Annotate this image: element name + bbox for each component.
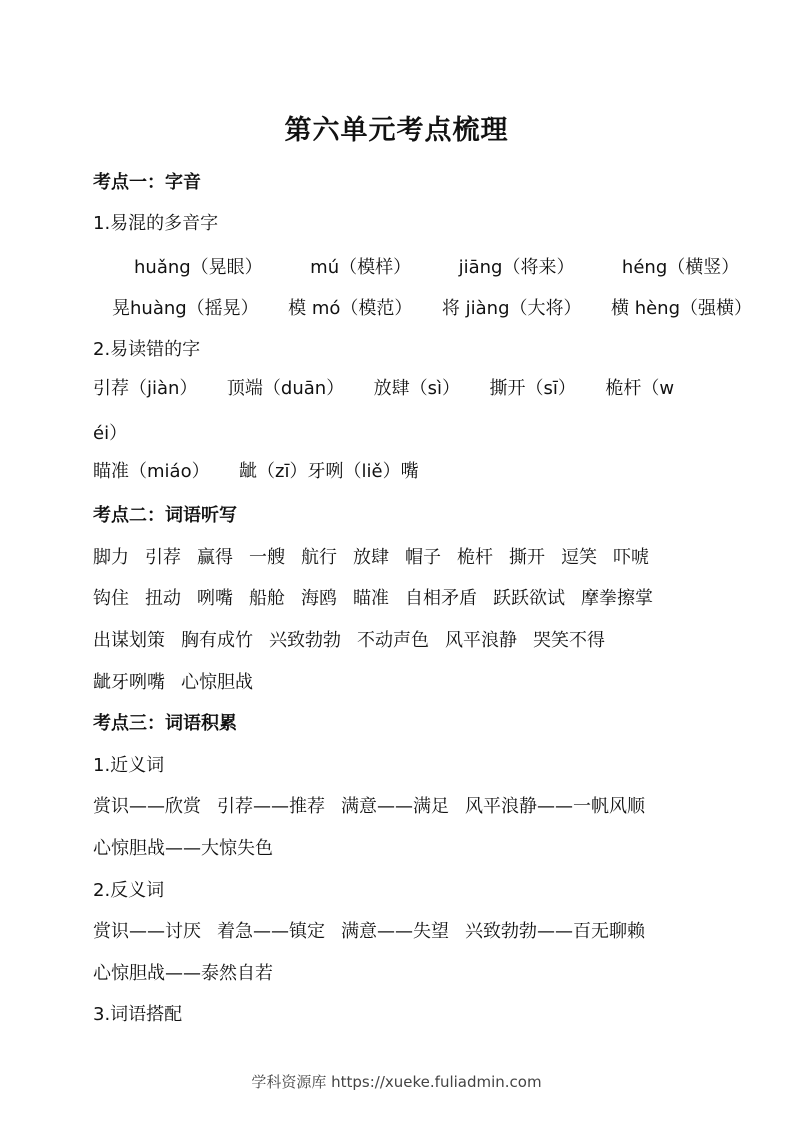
misread-item: 龇（zī）牙咧（liě）嘴 [239,461,419,482]
dictation-word: 哭笑不得 [533,630,605,651]
dictation-word: 脚力 [93,547,129,568]
synonym-pair: 引荐——推荐 [217,796,325,817]
dictation-word: 心惊胆战 [181,672,253,693]
polyphonic-item: huǎng（晃眼） [134,257,263,278]
dictation-word: 胸有成竹 [181,630,253,651]
polyphonic-item: héng（横竖） [621,257,740,278]
synonym-row-2: 心惊胆战——大惊失色 [93,838,273,859]
dictation-word: 吓唬 [613,547,649,568]
polyphonic-item: mú（模样） [310,257,412,278]
dictation-word: 出谋划策 [93,630,165,651]
subheading-collocation: 3.词语搭配 [93,1004,183,1025]
misread-item: 桅杆（w [605,378,675,399]
page-title: 第六单元考点梳理 [284,115,509,146]
dictation-row-1 [93,543,649,569]
polyphonic-row-2 [112,294,752,320]
dictation-word: 自相矛盾 [405,588,477,609]
dictation-row-3 [93,626,605,652]
section-heading-3: 考点三：词语积累 [93,713,237,734]
synonym-pair: 风平浪静——一帆风顺 [465,796,645,817]
misread-item: 顶端（duān） [226,378,345,399]
dictation-word: 引荐 [145,547,181,568]
dictation-row-2 [93,584,653,610]
footer-source: 学科资源库 https://xueke.fuliadmin.com [251,1073,542,1091]
dictation-word: 摩拳擦掌 [581,588,653,609]
polyphonic-item: 模 mó（模范） [288,298,413,319]
dictation-word: 咧嘴 [197,588,233,609]
subheading-antonyms: 2.反义词 [93,880,165,901]
dictation-word: 帽子 [405,547,441,568]
misread-row-2: éi） [93,423,128,444]
misread-row-3 [93,457,419,483]
dictation-word: 瞄准 [353,588,389,609]
misread-item: 瞄准（miáo） [93,461,210,482]
dictation-word: 一艘 [249,547,285,568]
misread-item: 放肆（sì） [373,378,461,399]
misread-row-1 [93,374,674,400]
synonym-pair: 赏识——欣赏 [93,796,201,817]
dictation-row-4 [93,668,253,694]
dictation-word: 跃跃欲试 [493,588,565,609]
misread-item: 撕开（sī） [489,378,576,399]
section-heading-1: 考点一：字音 [93,172,201,193]
dictation-word: 航行 [301,547,337,568]
antonym-row-2: 心惊胆战——泰然自若 [93,963,273,984]
antonym-row-1 [93,917,645,943]
dictation-word: 不动声色 [357,630,429,651]
subheading-easy-misread: 2.易读错的字 [93,339,201,360]
dictation-word: 海鸥 [301,588,337,609]
subheading-polyphonic: 1.易混的多音字 [93,213,219,234]
dictation-word: 桅杆 [457,547,493,568]
synonym-row-1 [93,792,645,818]
polyphonic-row-1 [134,253,739,279]
antonym-pair: 着急——镇定 [217,921,325,942]
dictation-word: 钩住 [93,588,129,609]
antonym-pair: 赏识——讨厌 [93,921,201,942]
dictation-word: 放肆 [353,547,389,568]
polyphonic-item: jiāng（将来） [458,257,575,278]
dictation-word: 龇牙咧嘴 [93,672,165,693]
misread-item: 引荐（jiàn） [93,378,198,399]
dictation-word: 赢得 [197,547,233,568]
polyphonic-item: 将 jiàng（大将） [441,298,582,319]
dictation-word: 风平浪静 [445,630,517,651]
dictation-word: 兴致勃勃 [269,630,341,651]
dictation-word: 逗笑 [561,547,597,568]
subheading-synonyms: 1.近义词 [93,755,165,776]
dictation-word: 撕开 [509,547,545,568]
dictation-word: 扭动 [145,588,181,609]
section-heading-2: 考点二：词语听写 [93,505,237,526]
antonym-pair: 兴致勃勃——百无聊赖 [465,921,645,942]
polyphonic-item: 横 hèng（强横） [610,298,753,319]
polyphonic-item: 晃huàng（摇晃） [112,298,259,319]
synonym-pair: 满意——满足 [341,796,449,817]
dictation-word: 船舱 [249,588,285,609]
antonym-pair: 满意——失望 [341,921,449,942]
